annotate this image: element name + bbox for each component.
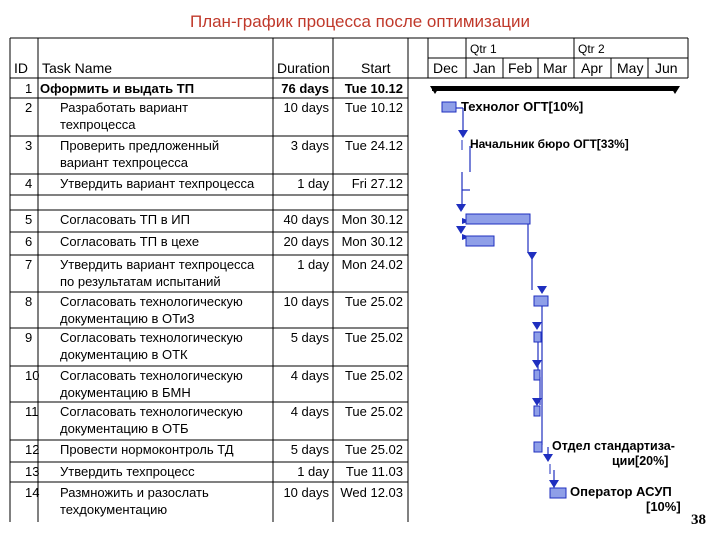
task-id: 9 (25, 330, 33, 345)
quarter-label: Qtr 1 (470, 42, 497, 56)
task-duration[interactable]: 3 days (290, 138, 329, 153)
column-header-id[interactable]: ID (14, 60, 28, 76)
resource-label-row14 (570, 484, 681, 514)
task-duration[interactable]: 10 days (283, 294, 329, 309)
task-start[interactable]: Tue 25.02 (344, 404, 403, 419)
task-start[interactable]: Tue 24.12 (344, 138, 403, 153)
task-id: 8 (25, 294, 33, 309)
resource-label-row3: Начальник бюро ОГТ[33%] (470, 137, 629, 151)
task-bar-10 (534, 370, 540, 380)
resource-label-line: [10%] (646, 499, 681, 514)
task-start[interactable]: Tue 10.12 (344, 81, 403, 96)
task-start[interactable]: Tue 25.02 (344, 330, 403, 345)
task-name[interactable]: Согласовать ТП в цехе (60, 234, 200, 249)
task-name[interactable]: документацию в БМН (60, 385, 191, 400)
column-header-start[interactable]: Start (361, 60, 391, 76)
task-start[interactable]: Tue 25.02 (344, 442, 403, 457)
task-name[interactable]: Утвердить вариант техпроцесса (60, 257, 255, 272)
column-header-duration[interactable]: Duration (277, 60, 330, 76)
resource-label-row2: Технолог ОГТ[10%] (461, 99, 584, 114)
task-id: 12 (25, 442, 40, 457)
task-name[interactable]: документацию в ОТБ (60, 421, 189, 436)
task-name[interactable]: Проверить предложенный (60, 138, 220, 153)
task-duration[interactable]: 1 day (297, 257, 329, 272)
task-start[interactable]: Wed 12.03 (340, 485, 403, 500)
task-bar-12 (534, 442, 542, 452)
page-number: 38 (691, 512, 706, 528)
task-name[interactable]: Оформить и выдать ТП (40, 81, 195, 96)
task-id: 6 (25, 234, 33, 249)
task-id: 14 (25, 485, 40, 500)
task-duration[interactable]: 5 days (290, 442, 329, 457)
task-bar-6 (466, 236, 494, 246)
task-name[interactable]: Согласовать технологическую (60, 404, 243, 419)
month-label: Apr (581, 60, 603, 76)
summary-bar (432, 86, 676, 91)
page-title: План-график процесса после оптимизации (189, 12, 531, 31)
task-duration[interactable]: 4 days (290, 404, 329, 419)
task-name[interactable]: по результатам испытаний (60, 274, 221, 289)
month-label: Mar (543, 60, 568, 76)
task-name[interactable]: техпроцесса (60, 117, 136, 132)
task-start[interactable]: Mon 30.12 (341, 234, 403, 249)
task-start[interactable]: Tue 10.12 (344, 100, 403, 115)
task-bar-2 (442, 102, 456, 112)
task-name[interactable]: Утвердить техпроцесс (60, 464, 195, 479)
task-start[interactable]: Tue 25.02 (344, 368, 403, 383)
column-header-name[interactable]: Task Name (42, 60, 113, 76)
task-start[interactable]: Mon 24.02 (341, 257, 403, 272)
task-duration[interactable]: 40 days (283, 212, 329, 227)
quarter-label: Qtr 2 (578, 42, 605, 56)
task-start[interactable]: Tue 11.03 (345, 464, 403, 479)
task-id: 3 (25, 138, 33, 153)
task-start[interactable]: Mon 30.12 (341, 212, 403, 227)
task-name[interactable]: Согласовать технологическую (60, 294, 243, 309)
task-name[interactable]: Согласовать технологическую (60, 330, 243, 345)
task-id: 7 (25, 257, 33, 272)
task-id: 10 (25, 368, 40, 383)
task-start[interactable]: Tue 25.02 (344, 294, 403, 309)
resource-label-row12 (552, 439, 675, 469)
task-bar-5 (466, 214, 530, 224)
resource-label-line: Оператор АСУП (570, 484, 672, 499)
task-bar-14 (550, 488, 566, 498)
task-bar-8 (534, 296, 548, 306)
task-duration[interactable]: 10 days (283, 100, 329, 115)
month-label: Dec (433, 60, 458, 76)
task-id: 4 (25, 176, 33, 191)
task-id: 5 (25, 212, 33, 227)
task-name[interactable]: Провести нормоконтроль ТД (60, 442, 234, 457)
task-duration[interactable]: 5 days (290, 330, 329, 345)
month-label: Jun (655, 60, 678, 76)
month-label: May (617, 60, 644, 76)
month-label: Feb (508, 60, 533, 76)
task-duration[interactable]: 76 days (281, 81, 329, 96)
task-duration[interactable]: 1 day (297, 464, 329, 479)
task-bar-9 (534, 332, 541, 342)
task-name[interactable]: документацию в ОТК (60, 347, 188, 362)
task-name[interactable]: Утвердить вариант техпроцесса (60, 176, 255, 191)
task-name[interactable]: документацию в ОТиЗ (60, 311, 195, 326)
month-label: Jan (473, 60, 496, 76)
task-bar-11 (534, 406, 540, 416)
task-name[interactable]: Размножить и разослать (60, 485, 209, 500)
task-duration[interactable]: 20 days (283, 234, 329, 249)
task-name[interactable]: вариант техпроцесса (60, 155, 188, 170)
task-duration[interactable]: 1 day (297, 176, 329, 191)
task-name[interactable]: техдокументацию (60, 502, 168, 517)
task-id: 11 (25, 404, 39, 419)
task-name[interactable]: Согласовать ТП в ИП (60, 212, 190, 227)
task-name[interactable]: Разработать вариант (60, 100, 189, 115)
task-duration[interactable]: 4 days (290, 368, 329, 383)
resource-label-line: Отдел стандартиза- (552, 439, 675, 453)
resource-label-line: ции[20%] (612, 454, 669, 468)
task-id: 1 (25, 81, 33, 96)
task-name[interactable]: Согласовать технологическую (60, 368, 243, 383)
task-id: 2 (25, 100, 33, 115)
task-start[interactable]: Fri 27.12 (351, 176, 403, 191)
task-duration[interactable]: 10 days (283, 485, 329, 500)
task-id: 13 (25, 464, 40, 479)
